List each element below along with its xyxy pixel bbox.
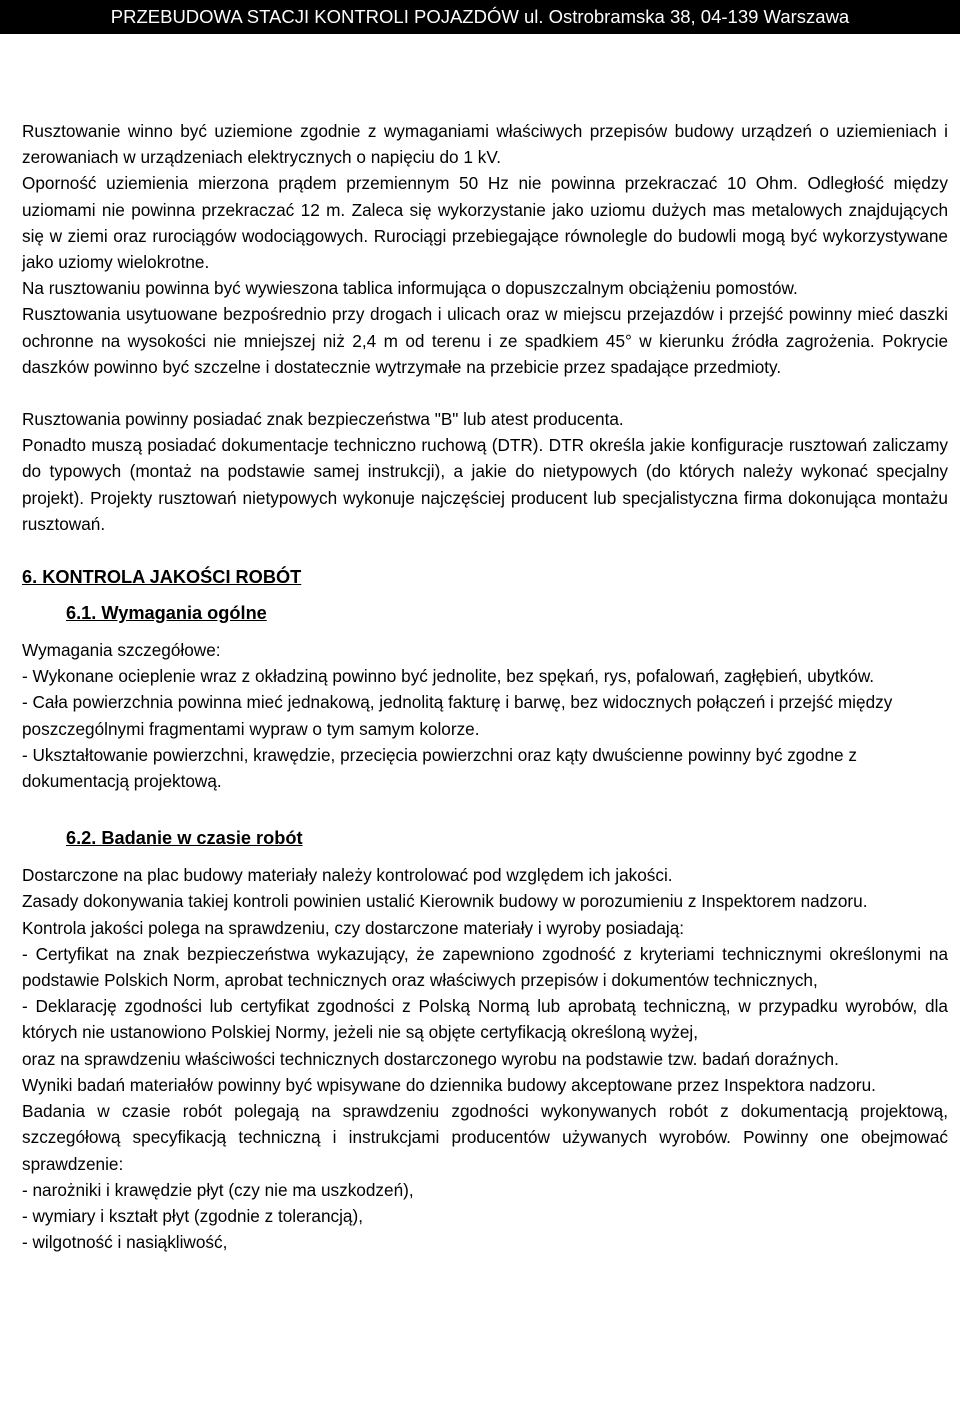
spacer (22, 627, 948, 637)
list-item: Kontrola jakości polega na sprawdzeniu, czy dostarczone materiały i wyroby posiadają: (22, 917, 685, 938)
inspection-list (22, 862, 948, 1255)
list-item: Badania w czasie robót polegają na sprawdzeniu zgodności wykonywanych robót z dokumentacją projektową, szczegółową specyfikacją techniczną i instrukcjami producentów używanych wyrobów. Powinny one obejmować sprawdzenie: (22, 1101, 948, 1174)
list-item: - narożniki i krawędzie płyt (czy nie ma uszkodzeń), (22, 1179, 414, 1200)
requirements-list (22, 637, 948, 794)
paragraph-safety-mark: Rusztowania powinny posiadać znak bezpieczeństwa "B" lub atest producenta. (22, 409, 624, 430)
spacer (22, 852, 948, 862)
section-heading-6: 6. KONTROLA JAKOŚCI ROBÓT (22, 567, 302, 588)
list-item: oraz na sprawdzeniu właściwości technicznych dostarczonego wyrobu na podstawie tzw. badań doraźnych. (22, 1048, 839, 1069)
list-item: - Certyfikat na znak bezpieczeństwa wykazujący, że zapewniono zgodność z kryteriami technicznymi określonymi na podstawie Polskich Norm, aprobat technicznych oraz właściwych przepisów i dokumentów technicznych, (22, 943, 948, 991)
list-item: Dostarczone na plac budowy materiały należy kontrolować pod względem ich jakości. (22, 865, 673, 886)
list-item: - wilgotność i nasiąkliwość, (22, 1232, 228, 1253)
subsection-heading-6-1: 6.1. Wymagania ogólne (66, 603, 267, 624)
paragraph-load-sign: Na rusztowaniu powinna być wywieszona tablica informująca o dopuszczalnym obciążeniu pomostów. (22, 278, 798, 299)
spacer (22, 380, 948, 406)
document-header-title: PRZEBUDOWA STACJI KONTROLI POJAZDÓW ul. Ostrobramska 38, 04-139 Warszawa (110, 6, 850, 27)
spacer (22, 794, 948, 824)
list-item: - Cała powierzchnia powinna mieć jednakową, jednolitą fakturę i barwę, bez widocznych połączeń i przejść między poszczególnymi fragmentami wypraw o tym samym kolorze. (22, 692, 893, 739)
spacer (22, 537, 948, 563)
paragraph-grounding: Rusztowanie winno być uziemione zgodnie z wymaganiami właściwych przepisów budowy urządzeń o uziemieniach i zerowaniach w urządzeniach elektrycznych o napięciu do 1 kV. (22, 121, 948, 168)
list-item: - Ukształtowanie powierzchni, krawędzie, przecięcia powierzchni oraz kąty dwuścienne powinny być zgodne z dokumentacją projektową. (22, 744, 857, 792)
paragraph-dtr: Ponadto muszą posiadać dokumentacje techniczno ruchową (DTR). DTR określa jakie konfiguracje rusztowań zaliczamy do typowych (montaż na podstawie samej instrukcji), a jakie do nietypowych (do których należy wykonać specjalny projekt). Projekty rusztowań nietypowych wykonuje najczęściej producent lub specjalistyczna firma dokonująca montażu rusztowań. (22, 435, 948, 534)
paragraph-earth-resistance: Oporność uziemienia mierzona prądem przemiennym 50 Hz nie powinna przekraczać 10 Ohm. Odległość między uziomami nie powinna przekraczać 12 m. Zaleca się wykorzystanie jako uziomu dużych mas metalowych znajdujących się w ziemi oraz rurociągów wodociągowych. Rurociągi przebiegające równolegle do budowli mogą być wykorzystywane jako uziomy wielokrotne. (22, 173, 948, 273)
subsection-heading-6-2: 6.2. Badanie w czasie robót (66, 828, 303, 849)
list-item: - Wykonane ocieplenie wraz z okładziną powinno być jednolite, bez spękań, rys, pofalowań, zagłębień, ubytków. (22, 666, 875, 687)
document-header (0, 0, 960, 34)
list-item: - Deklarację zgodności lub certyfikat zgodności z Polską Normą lub aprobatą techniczną, w przypadku wyrobów, dla których nie ustanowiono Polskiej Normy, jeżeli nie są objęte certyfikacją określoną wyżej, (22, 996, 948, 1043)
list-item: Wyniki badań materiałów powinny być wpisywane do dziennika budowy akceptowane przez Inspektora nadzoru. (22, 1074, 876, 1095)
document-body (22, 118, 948, 1255)
spacer (22, 591, 948, 599)
list-item: Wymagania szczegółowe: (22, 640, 221, 661)
list-item: Zasady dokonywania takiej kontroli powinien ustalić Kierownik budowy w porozumieniu z Inspektorem nadzoru. (22, 891, 868, 912)
list-item: - wymiary i kształt płyt (zgodnie z tolerancją), (22, 1205, 363, 1226)
paragraph-protective-roofs: Rusztowania usytuowane bezpośrednio przy drogach i ulicach oraz w miejscu przejazdów i przejść powinny mieć daszki ochronne na wysokości nie mniejszej niż 2,4 m od terenu i ze spadkiem 45° w kierunku źródła zagrożenia. Pokrycie daszków powinno być szczelne i dostatecznie wytrzymałe na przebicie przez spadające przedmioty. (22, 304, 948, 377)
